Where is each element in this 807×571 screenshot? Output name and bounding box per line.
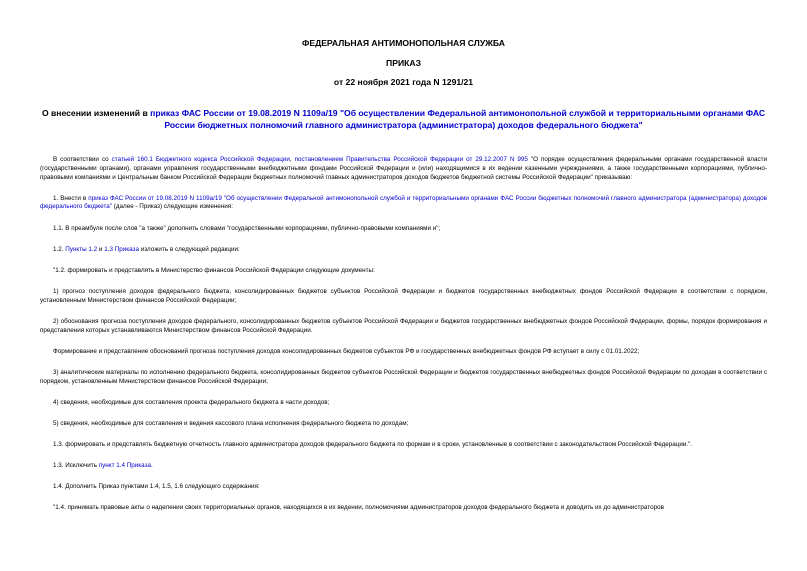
document-body: [40, 156, 767, 525]
paragraph-quote-1-4: "1.4. принимать правовые акты о наделении своих территориальных органов, находящихся в их ведении, полномочиями администраторов доходов федерального бюджета и доводить их до администраторов: [53, 504, 664, 512]
document-title: [40, 107, 767, 131]
paragraph-item-3: 3) аналитические материалы по исполнению федерального бюджета, консолидированных бюджетов субъектов Российской Федерации и бюджетов государственных внебюджетных фондов Российской Федерации по доходам в соответствии с порядком, установленным Министерством финансов Российской Федерации;: [40, 368, 767, 385]
paragraph-add-points: 1.4. Дополнить Приказ пунктами 1.4, 1.5, 1.6 следующего содержания:: [53, 483, 260, 490]
date-number-heading: от 22 ноября 2021 года N 1291/21: [333, 77, 474, 87]
paragraph-quote-1-2: "1.2. формировать и представлять в Министерство финансов Российской Федерации следующие документы:: [53, 266, 375, 274]
point-1-4-link[interactable]: пункт 1.4 Приказа: [98, 461, 151, 469]
paragraph-preamble: [40, 156, 767, 182]
paragraph-item-2: 2) обоснования прогноза поступления доходов федерального, консолидированных бюджетов субъектов Российской Федерации и бюджетов государственных внебюджетных фондов Российской Федерации, формы, порядок формирования и представления которых устанавливаются Министерством финансов Российской Федерации.: [40, 317, 767, 334]
paragraph-quote-1-3: 1.3. формировать и представлять бюджетную отчетность главного администратора доходов федерального бюджета по формам и в сроки, установленные в соответствии с законодательством Российской Федерации.".: [53, 440, 693, 448]
organization-heading: ФЕДЕРАЛЬНАЯ АНТИМОНОПОЛЬНАЯ СЛУЖБА: [302, 38, 505, 48]
p1-text-a: 1. Внести в: [53, 194, 89, 202]
paragraph-effective-date: Формирование и представление обоснований прогноза поступления доходов консолидированных бюджетов субъектов РФ и государственных внебюджетных фондов РФ вступает в силу с 01.01.2022;: [53, 347, 640, 355]
preamble-text-a: В соответствии со: [53, 156, 112, 163]
budget-code-link[interactable]: статьей 160.1 Бюджетного кодекса Российской Федерации: [111, 156, 290, 163]
point-1-3-link[interactable]: 1.3 Приказа: [104, 245, 139, 253]
title-order-link[interactable]: приказ ФАС России от 19.08.2019 N 1109а/19 "Об осуществлении Федеральной антимонопольной службой и территориальными органами ФАС России бюджетных полномочий главного администратора (администратора) доходов федерального бюджета": [150, 108, 766, 130]
p1-text-b: (далее - Приказ) следующие изменения:: [112, 203, 233, 211]
paragraph-item-5: 5) сведения, необходимые для составления и ведения кассового плана исполнения федерального бюджета по доходам;: [53, 419, 409, 427]
paragraph-1-1: 1.1. В преамбуле после слов "а также" дополнить словами "государственными корпорациями, публично-правовыми компаниями и";: [53, 224, 441, 232]
p12-text-a: 1.3. Исключить: [53, 461, 99, 469]
paragraph-1: [40, 195, 767, 213]
order-link[interactable]: приказ ФАС России от 19.08.2019 N 1109а/19 "Об осуществлении Федеральной антимонопольной службой и территориальными органами ФАС России бюджетных полномочий главного администратора (администратора) доходов федерального бюджета": [40, 194, 767, 211]
p3-text-c: изложить в следующей редакции:: [138, 245, 240, 253]
paragraph-item-4: 4) сведения, необходимые для составления проекта федерального бюджета в части доходов;: [53, 398, 330, 406]
title-prefix: О внесении изменений в: [41, 108, 151, 118]
preamble-text-c: "О порядке осуществления федеральными органами государственной власти (государственными органами), органами управления государственными внебюджетными фондами Российской Федерации и (или) находящимися в их ведении казенными учреждениями, а также государственными корпорациями, публично-правовыми компаниями и Центральным банком Российской Федерации бюджетных полномочий главных администраторов доходов бюджетов бюджетной системы Российской Федерации" приказываю:: [40, 156, 768, 181]
paragraph-1-2: [40, 246, 767, 255]
points-1-2-link[interactable]: Пункты 1.2: [65, 245, 98, 253]
p12-text-b: .: [151, 461, 153, 469]
government-decree-link[interactable]: постановлением Правительства Российской Федерации от 29.12.2007 N 995: [294, 156, 528, 163]
paragraph-item-1: 1) прогноз поступления доходов федерального бюджета, консолидированных бюджетов субъектов Российской Федерации и бюджетов государственных внебюджетных фондов Российской Федерации в соответствии с порядком, установленным Министерством финансов Российской Федерации;: [40, 287, 767, 304]
p3-text-b: и: [97, 245, 105, 253]
p3-text-a: 1.2.: [53, 245, 66, 253]
preamble-text-b: ,: [289, 156, 295, 163]
paragraph-exclude-1-4: [40, 462, 767, 471]
doc-type-heading: ПРИКАЗ: [386, 58, 421, 68]
